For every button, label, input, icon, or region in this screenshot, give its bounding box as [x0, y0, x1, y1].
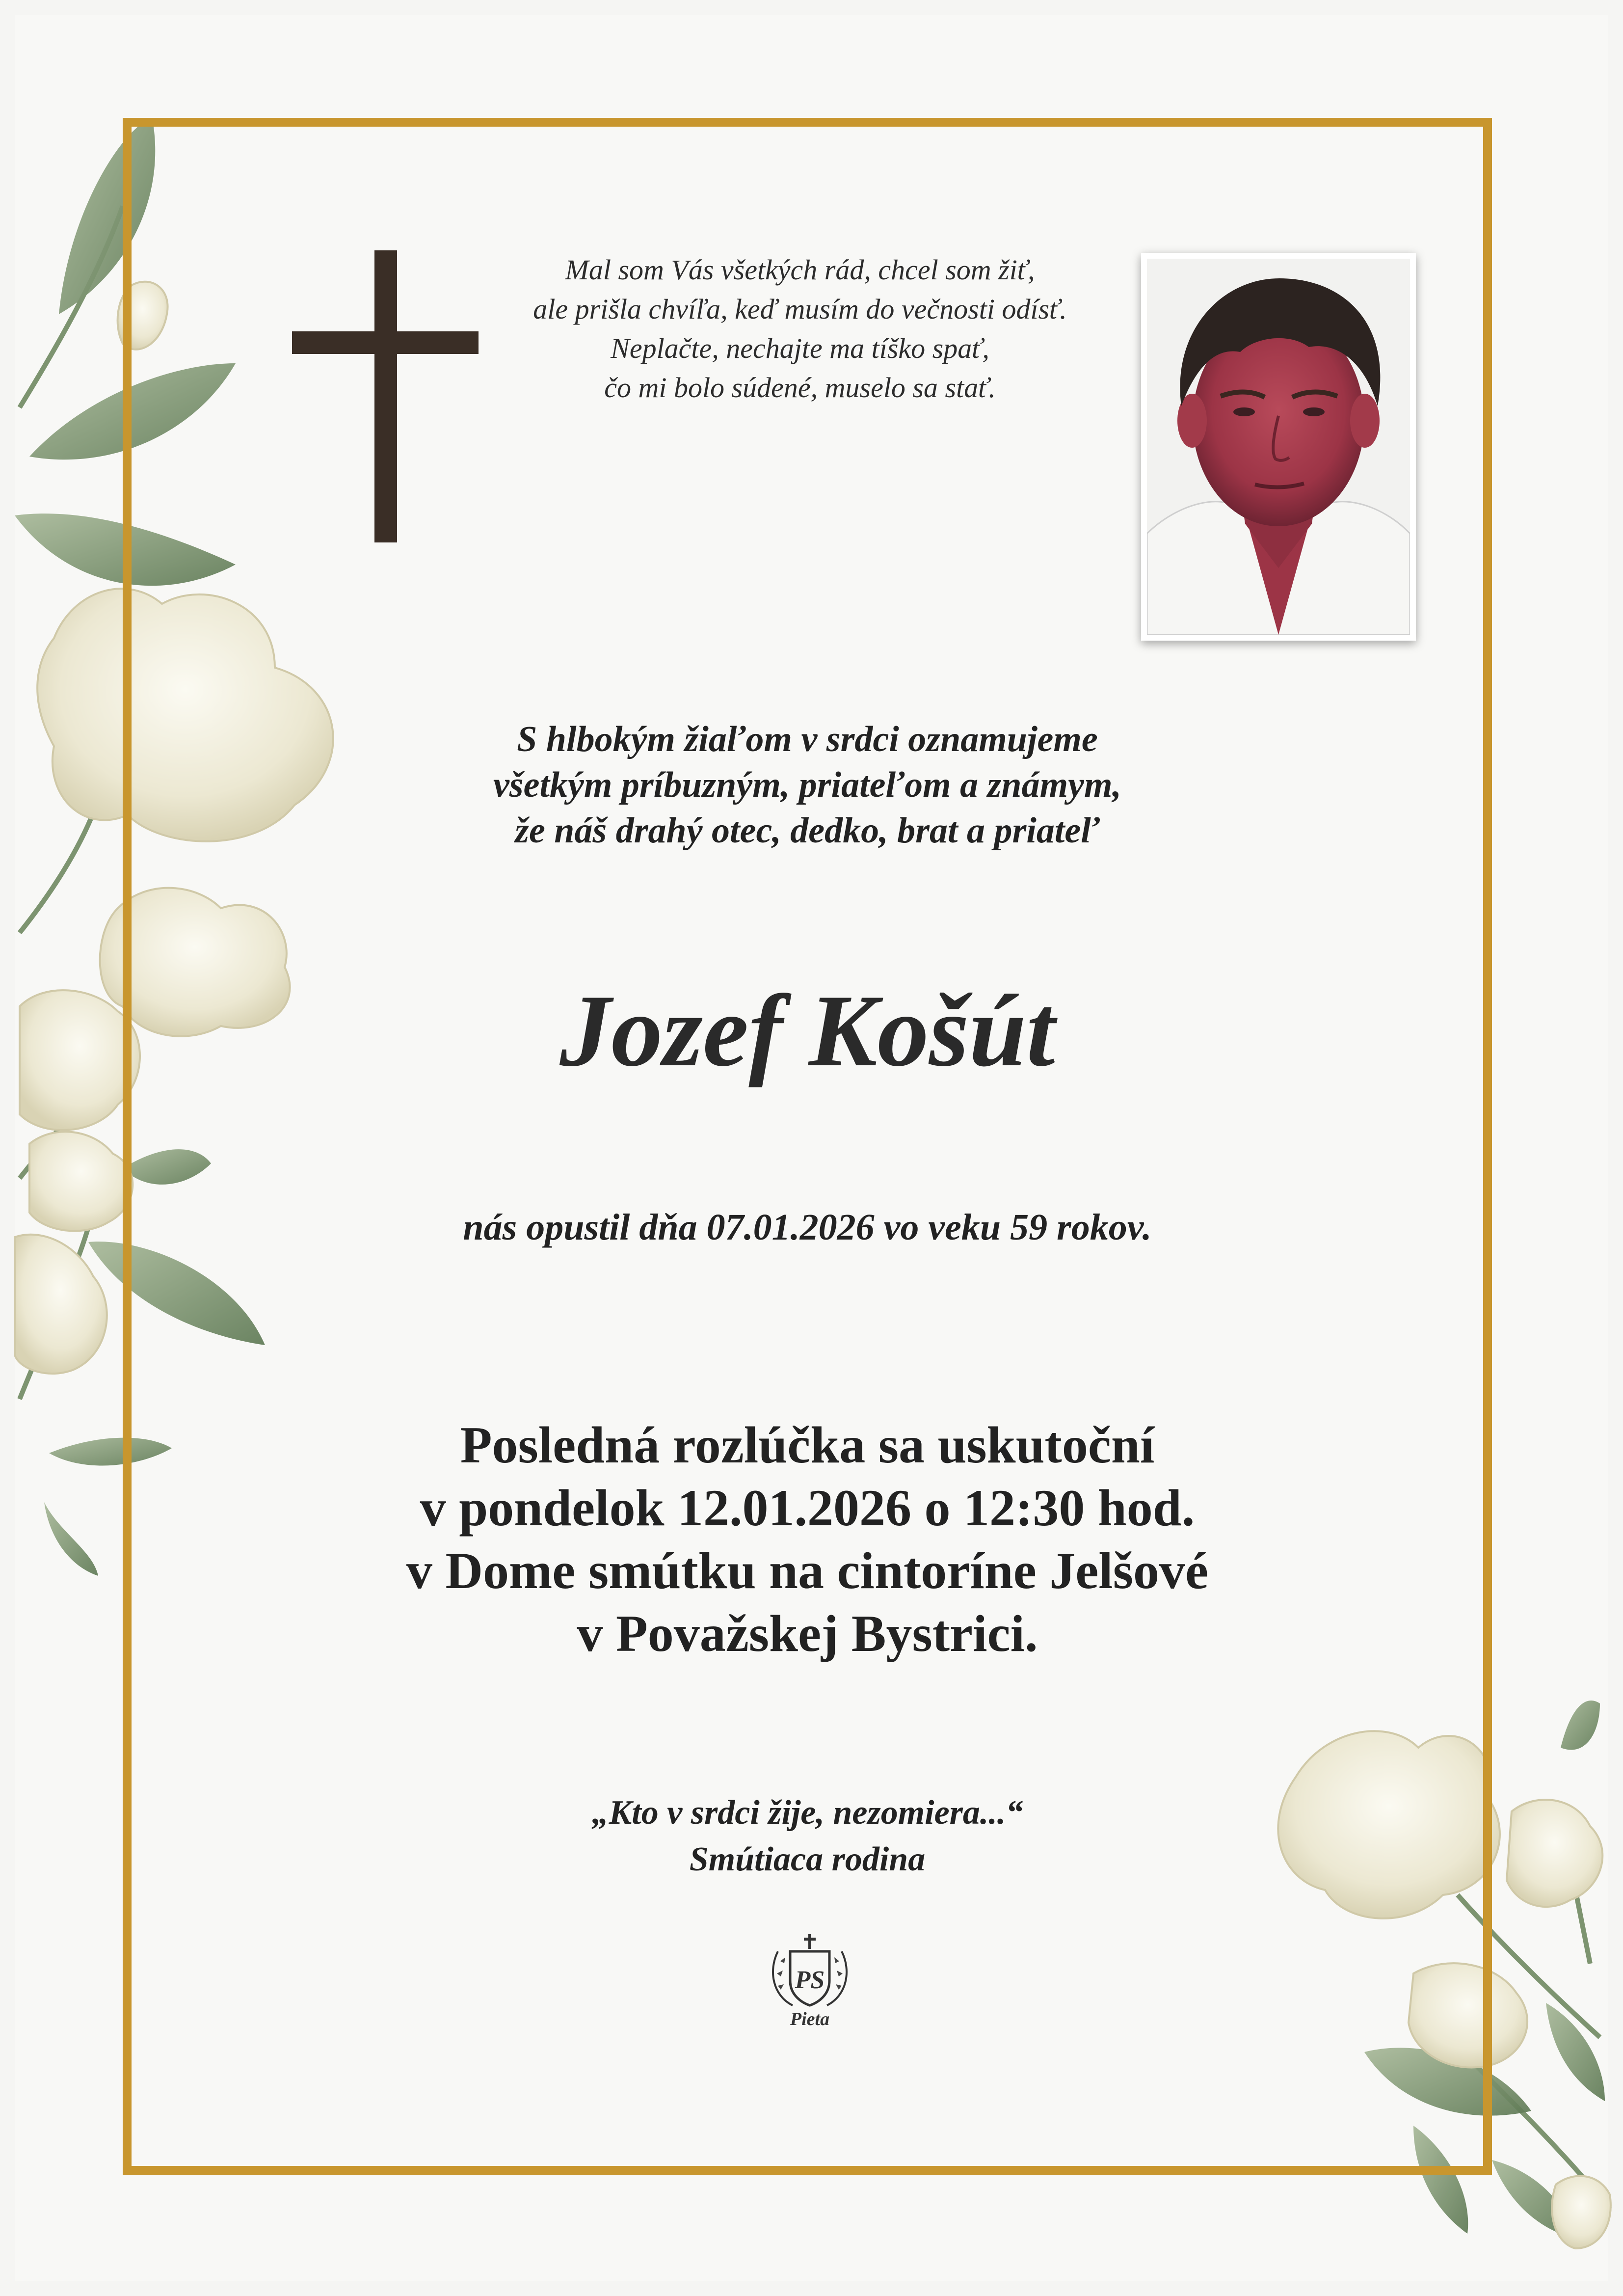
deceased-name: Jozef Košút [559, 974, 1055, 1088]
funeral-line: Posledná rozlúčka sa uskutoční [460, 1416, 1155, 1474]
verse-line: čo mi bolo súdené, muselo sa stať. [604, 372, 996, 404]
funeral-line: v pondelok 12.01.2026 o 12:30 hod. [420, 1479, 1195, 1537]
pieta-logo [763, 1932, 856, 2030]
logo-monogram: PS [795, 1966, 825, 1994]
intro-line: že náš drahý otec, dedko, brat a priateľ [515, 810, 1100, 851]
funeral-line: v Považskej Bystrici. [577, 1605, 1038, 1662]
intro-line: S hlbokým žiaľom v srdci oznamujeme [517, 719, 1098, 759]
verse-line: Mal som Vás všetkých rád, chcel som žiť, [565, 254, 1035, 286]
funeral-details [294, 1414, 1320, 1665]
verse-line: Neplačte, nechajte ma tíško spať, [611, 332, 989, 364]
closing-section [442, 1789, 1173, 1883]
verse-line: ale prišla chvíľa, keď musím do večnosti odísť. [533, 293, 1067, 325]
intro-line: všetkým príbuzným, priateľom a známym, [493, 765, 1122, 805]
logo-caption: Pieta [790, 2009, 830, 2029]
family-signature: Smútiaca rodina [689, 1840, 926, 1878]
death-notice: nás opustil dňa 07.01.2026 vo veku 59 rokov. [463, 1207, 1152, 1248]
memorial-verse [432, 250, 1168, 407]
announcement-intro [344, 717, 1271, 854]
deceased-portrait-photo [1141, 253, 1416, 641]
funeral-line: v Dome smútku na cintoríne Jelšové [406, 1542, 1209, 1599]
closing-quote: „Kto v srdci žije, nezomiera...“ [591, 1794, 1023, 1832]
